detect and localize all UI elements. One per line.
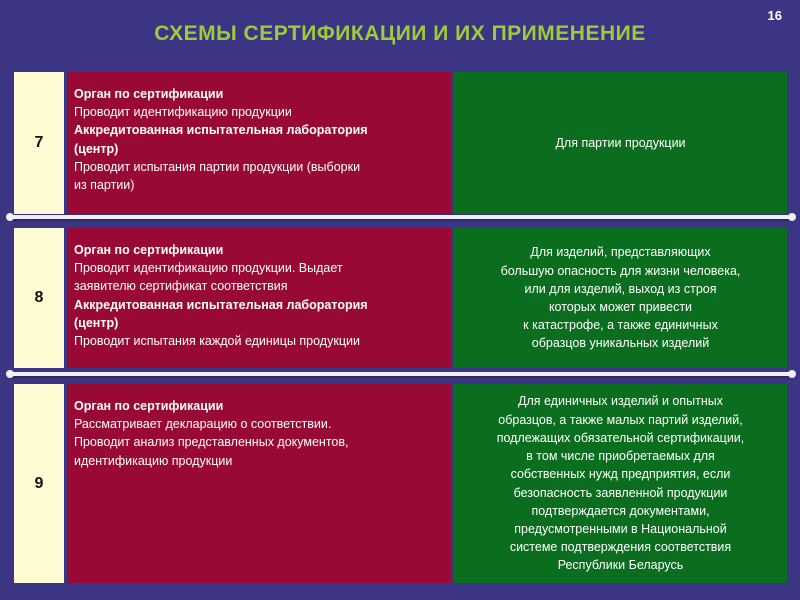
- description-line: Проводит испытания партии продукции (выборки: [74, 159, 361, 174]
- slide-title: СХЕМЫ СЕРТИФИКАЦИИ И ИХ ПРИМЕНЕНИЕ: [154, 22, 646, 45]
- description-line: Проводит идентификацию продукции: [74, 105, 292, 120]
- row-divider: [8, 372, 794, 376]
- application-line: системе подтверждения соответствия: [509, 540, 732, 555]
- application-line: Для единичных изделий и опытных: [518, 394, 723, 409]
- description-line: Проводит идентификацию продукции. Выдает: [74, 261, 343, 276]
- application-line: большую опасность для жизни человека,: [500, 263, 741, 278]
- scheme-number: 7: [14, 72, 64, 214]
- description-line: Орган по сертификации: [74, 399, 224, 413]
- application-line: собственных нужд предприятия, если: [510, 467, 731, 482]
- application-line: безопасность заявленной продукции: [513, 485, 728, 500]
- scheme-description: [67, 228, 451, 368]
- application-line: предусмотренными в Национальной: [514, 521, 727, 536]
- scheme-description: [67, 72, 451, 214]
- application-line: или для изделий, выход из строя: [524, 281, 717, 296]
- scheme-row: [14, 228, 787, 368]
- scheme-row: [14, 72, 787, 214]
- description-line: (центр): [74, 315, 119, 330]
- description-line: Орган по сертификации: [74, 243, 224, 257]
- application-line: Для изделий, представляющих: [530, 245, 711, 260]
- application-line: в том числе приобретаемых для: [526, 449, 715, 464]
- description-line: из партии): [74, 178, 135, 193]
- description-line: Проводит испытания каждой единицы продукции: [74, 334, 360, 349]
- scheme-application: [454, 384, 787, 583]
- scheme-application: [454, 228, 787, 368]
- description-line: Орган по сертификации: [74, 87, 224, 101]
- application-line: Для партии продукции: [555, 135, 686, 150]
- description-line: Аккредитованная испытательная лаборатория: [74, 123, 368, 138]
- description-line: идентификацию продукции: [74, 453, 233, 468]
- application-line: Республики Беларусь: [557, 558, 684, 573]
- scheme-row: [14, 384, 787, 583]
- description-line: Рассматривает декларацию о соответствии.: [74, 417, 332, 432]
- application-line: образцов, а также малых партий изделий,: [498, 412, 743, 427]
- scheme-description: [67, 384, 451, 583]
- scheme-number: 9: [14, 384, 64, 583]
- page-number: 16: [767, 8, 782, 23]
- application-line: подтверждается документами,: [531, 503, 710, 518]
- description-line: заявителю сертификат соответствия: [74, 279, 288, 294]
- application-line: к катастрофе, а также единичных: [523, 318, 718, 333]
- scheme-application: [454, 72, 787, 214]
- application-line: которых может привести: [548, 300, 693, 314]
- description-line: Аккредитованная испытательная лаборатория: [74, 297, 368, 312]
- description-line: (центр): [74, 141, 119, 156]
- application-line: образцов уникальных изделий: [531, 336, 710, 351]
- row-divider: [8, 215, 794, 219]
- application-line: подлежащих обязательной сертификации,: [496, 430, 745, 445]
- scheme-number: 8: [14, 228, 64, 368]
- description-line: Проводит анализ представленных документов,: [74, 435, 349, 450]
